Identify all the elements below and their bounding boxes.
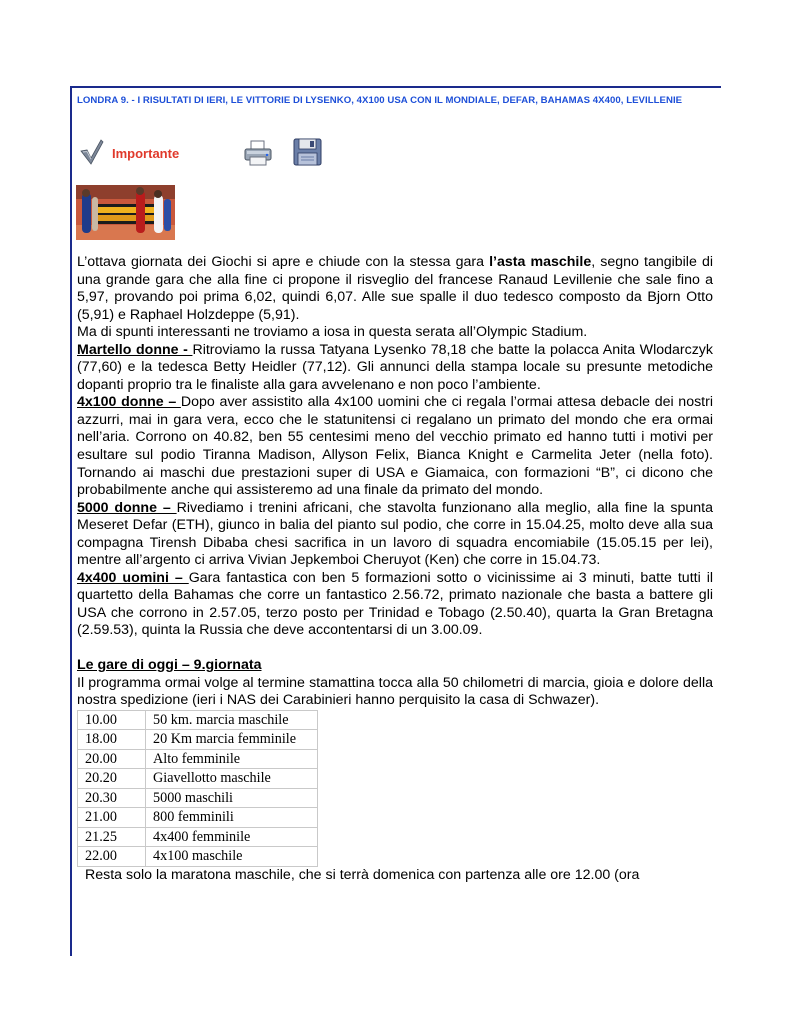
schedule-time: 22.00 — [78, 847, 146, 867]
schedule-time: 20.30 — [78, 788, 146, 808]
schedule-event: 5000 maschili — [146, 788, 318, 808]
intro-paragraph: L’ottava giornata dei Giochi si apre e chiude con la stessa gara l’asta maschile, segno tangibile di una grande gara che alla fine ci propone il risveglio del francese Ranaud Levillenie che sale fino a 5,97, provando poi prima 6,02, quindi 6,07. Alle sue spalle il duo tedesco composto da Bjorn Otto (5,91) e Raphael Holzdeppe (5,91). — [77, 254, 713, 323]
schedule-time: 20.20 — [78, 769, 146, 789]
schedule-event: Giavellotto maschile — [146, 769, 318, 789]
schedule-row — [78, 710, 318, 730]
relay100-section: 4x100 donne – Dopo aver assistito alla 4x100 uomini che ci regala l’ormai attesa debacle dei nostri azzurri, mai in gara vera, ecco che le statunitensi ci regalano un primato del mondo che era ormai nell’aria. Corrono on 40.82, ben 55 centesimi meno del vecchio primato ed hanno tutti i motivi per esultare sul podio Tiranna Madison, Allyson Felix, Bianca Knight e Carmelita Jeter (nella foto). Tornando ai maschi due prestazioni super di USA e Giamaica, con formazioni “B”, ci dicono che probabilmente anche qui assisteremo ad una finale da primato del mondo. — [77, 394, 713, 499]
schedule-event: 50 km. marcia maschile — [146, 710, 318, 730]
schedule-row — [78, 769, 318, 789]
frame-top-border — [70, 86, 721, 88]
schedule-row — [78, 749, 318, 769]
schedule-table — [77, 710, 318, 867]
schedule-time: 21.25 — [78, 827, 146, 847]
schedule-time: 20.00 — [78, 749, 146, 769]
important-label[interactable]: Importante — [112, 146, 180, 161]
schedule-time: 10.00 — [78, 710, 146, 730]
today-heading: Le gare di oggi – 9.giornata — [77, 657, 262, 674]
schedule-event: 800 femminili — [146, 808, 318, 828]
closing-paragraph: Resta solo la maratona maschile, che si terrà domenica con partenza alle ore 12.00 (ora — [85, 866, 640, 883]
schedule-time: 18.00 — [78, 730, 146, 750]
schedule-row — [78, 827, 318, 847]
schedule-event: 4x100 maschile — [146, 847, 318, 867]
schedule-event: 4x400 femminile — [146, 827, 318, 847]
floppy-disk-icon[interactable] — [293, 138, 322, 166]
schedule-row — [78, 788, 318, 808]
article-body — [77, 254, 713, 884]
relay400-section: 4x400 uomini – Gara fantastica con ben 5 formazioni sotto o vicinissime ai 3 minuti, batte tutti il quartetto della Bahamas che corre un fantastico 2.56.72, primato nazionale che basta a battere gli USA che corrono in 2.57.05, terzo posto per Trinidad e Tobago (2.50.40), quarta la Gran Bretagna (2.59.53), quinta la Russia che deve accontentarsi di un 3.00.09. — [77, 569, 714, 639]
pole-vault-highlight: l’asta maschile — [489, 254, 592, 270]
relay400-heading: 4x400 uomini – — [77, 569, 189, 586]
w5000-section: 5000 donne – Rivediamo i trenini africani, che stavolta funzionano alla meglio, alla fine la spunta Meseret Defar (ETH), giunco in balia del pianto sul podio, che corre in 15.04.25, molto deve alla sua compagna Tirensh Dibaba chesi sacrifica in un lavoro di squadra encomiabile (15.05.15 per lei), mentre all’argento ci arriva Vivian Jepkemboi Cheruyot (Ken) che corre in 15.04.73. — [77, 499, 713, 569]
printer-icon[interactable] — [243, 140, 273, 166]
schedule-row — [78, 808, 318, 828]
schedule-time: 21.00 — [78, 808, 146, 828]
today-intro: Il programma ormai volge al termine stamattina tocca alla 50 chilometri di marcia, gioia e dolore della nostra spedizione (ieri i NAS dei Carabinieri hanno perquisito la casa di Schwazer). — [77, 674, 713, 709]
frame-left-border — [70, 86, 72, 956]
intro-note: Ma di spunti interessanti ne troviamo a iosa in questa serata all’Olympic Stadium. — [77, 324, 588, 341]
martello-heading: Martello donne - — [77, 341, 193, 358]
schedule-event: Alto femminile — [146, 749, 318, 769]
article-toolbar — [80, 137, 340, 167]
check-icon[interactable] — [80, 139, 104, 165]
today-heading-line — [77, 657, 713, 675]
w5000-heading: 5000 donne – — [77, 499, 177, 516]
relay100-heading: 4x100 donne – — [77, 394, 181, 411]
schedule-row — [78, 730, 318, 750]
article-headline: LONDRA 9. - I RISULTATI DI IERI, LE VITTORIE DI LYSENKO, 4X100 USA CON IL MONDIALE, DEFAR, BAHAMAS 4X400, LEVILLENIE — [77, 95, 683, 106]
martello-section: Martello donne - Ritroviamo la russa Tatyana Lysenko 78,18 che batte la polacca Anita Wlodarczyk (77,60) e la tedesca Betty Heidler (77,12). Gli annunci della stampa locale su presunte metodiche dopanti proprio tra le finaliste alla gara avvelenano e non poco l’ambiente. — [77, 341, 713, 393]
schedule-row — [78, 847, 318, 867]
article-photo[interactable] — [76, 185, 175, 240]
schedule-event: 20 Km marcia femminile — [146, 730, 318, 750]
